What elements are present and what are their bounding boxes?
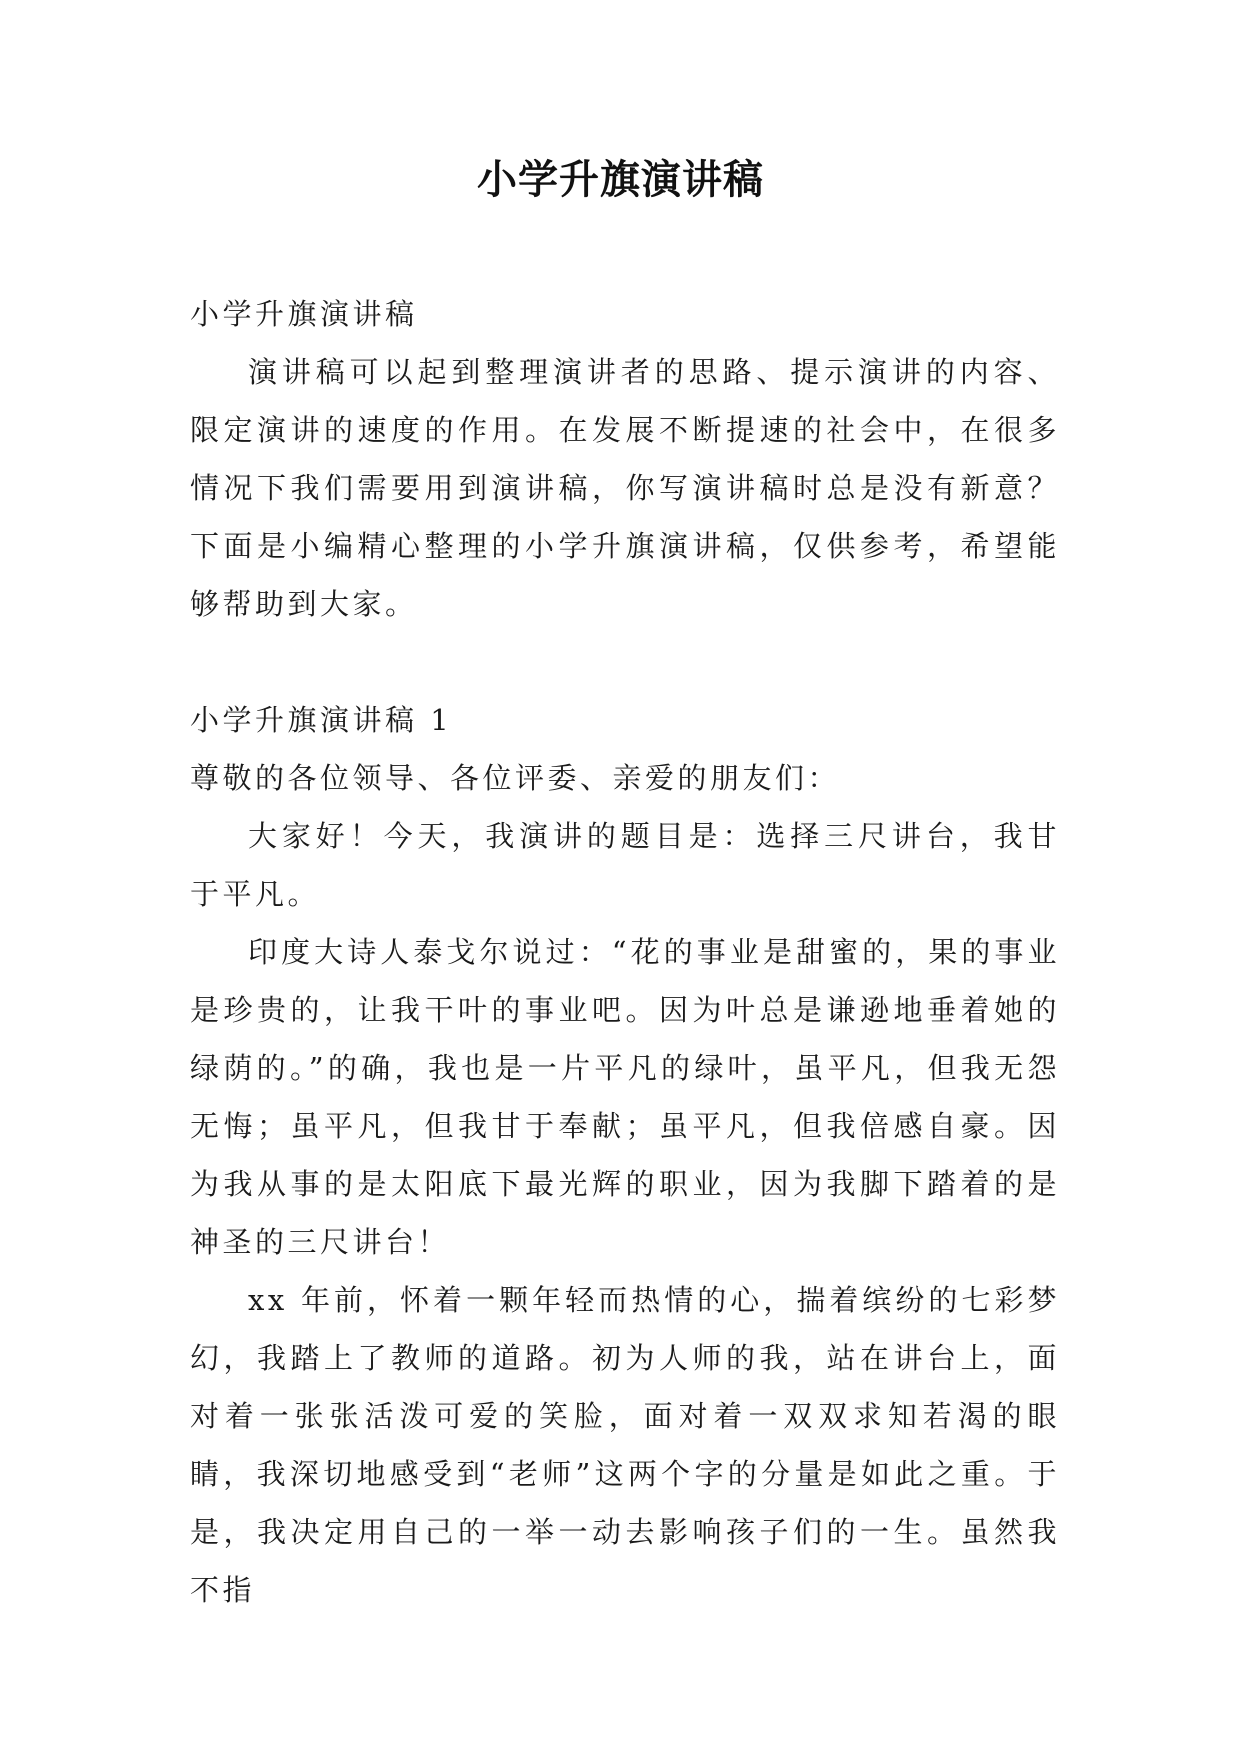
document-subtitle: 小学升旗演讲稿 [190,297,418,331]
document-title: 小学升旗演讲稿 [477,156,764,203]
document-body [190,285,1060,1619]
body-paragraph: xx 年前，怀着一颗年轻而热情的心，揣着缤纷的七彩梦幻，我踏上了教师的道路。初为人师的我，站在讲台上，面对着一张张活泼可爱的笑脸，面对着一双双求知若渴的眼睛，我深切地感受到“老师”这两个字的分量是如此之重。于是，我决定用自己的一举一动去影响孩子们的一生。虽然我不指 [190,1283,1060,1607]
body-paragraph: 大家好！今天，我演讲的题目是：选择三尺讲台，我甘于平凡。 [190,819,1060,911]
section-spacer [190,633,1060,691]
section-heading: 小学升旗演讲稿 1 [190,703,453,737]
intro-paragraph: 演讲稿可以起到整理演讲者的思路、提示演讲的内容、限定演讲的速度的作用。在发展不断提速的社会中，在很多情况下我们需要用到演讲稿，你写演讲稿时总是没有新意？下面是小编精心整理的小学升旗演讲稿，仅供参考，希望能够帮助到大家。 [190,355,1060,621]
body-paragraph: 印度大诗人泰戈尔说过：“花的事业是甜蜜的，果的事业是珍贵的，让我干叶的事业吧。因为叶总是谦逊地垂着她的绿荫的。”的确，我也是一片平凡的绿叶，虽平凡，但我无怨无悔；虽平凡，但我甘于奉献；虽平凡，但我倍感自豪。因为我从事的是太阳底下最光辉的职业，因为我脚下踏着的是神圣的三尺讲台！ [190,935,1060,1259]
salutation: 尊敬的各位领导、各位评委、亲爱的朋友们： [190,761,841,795]
